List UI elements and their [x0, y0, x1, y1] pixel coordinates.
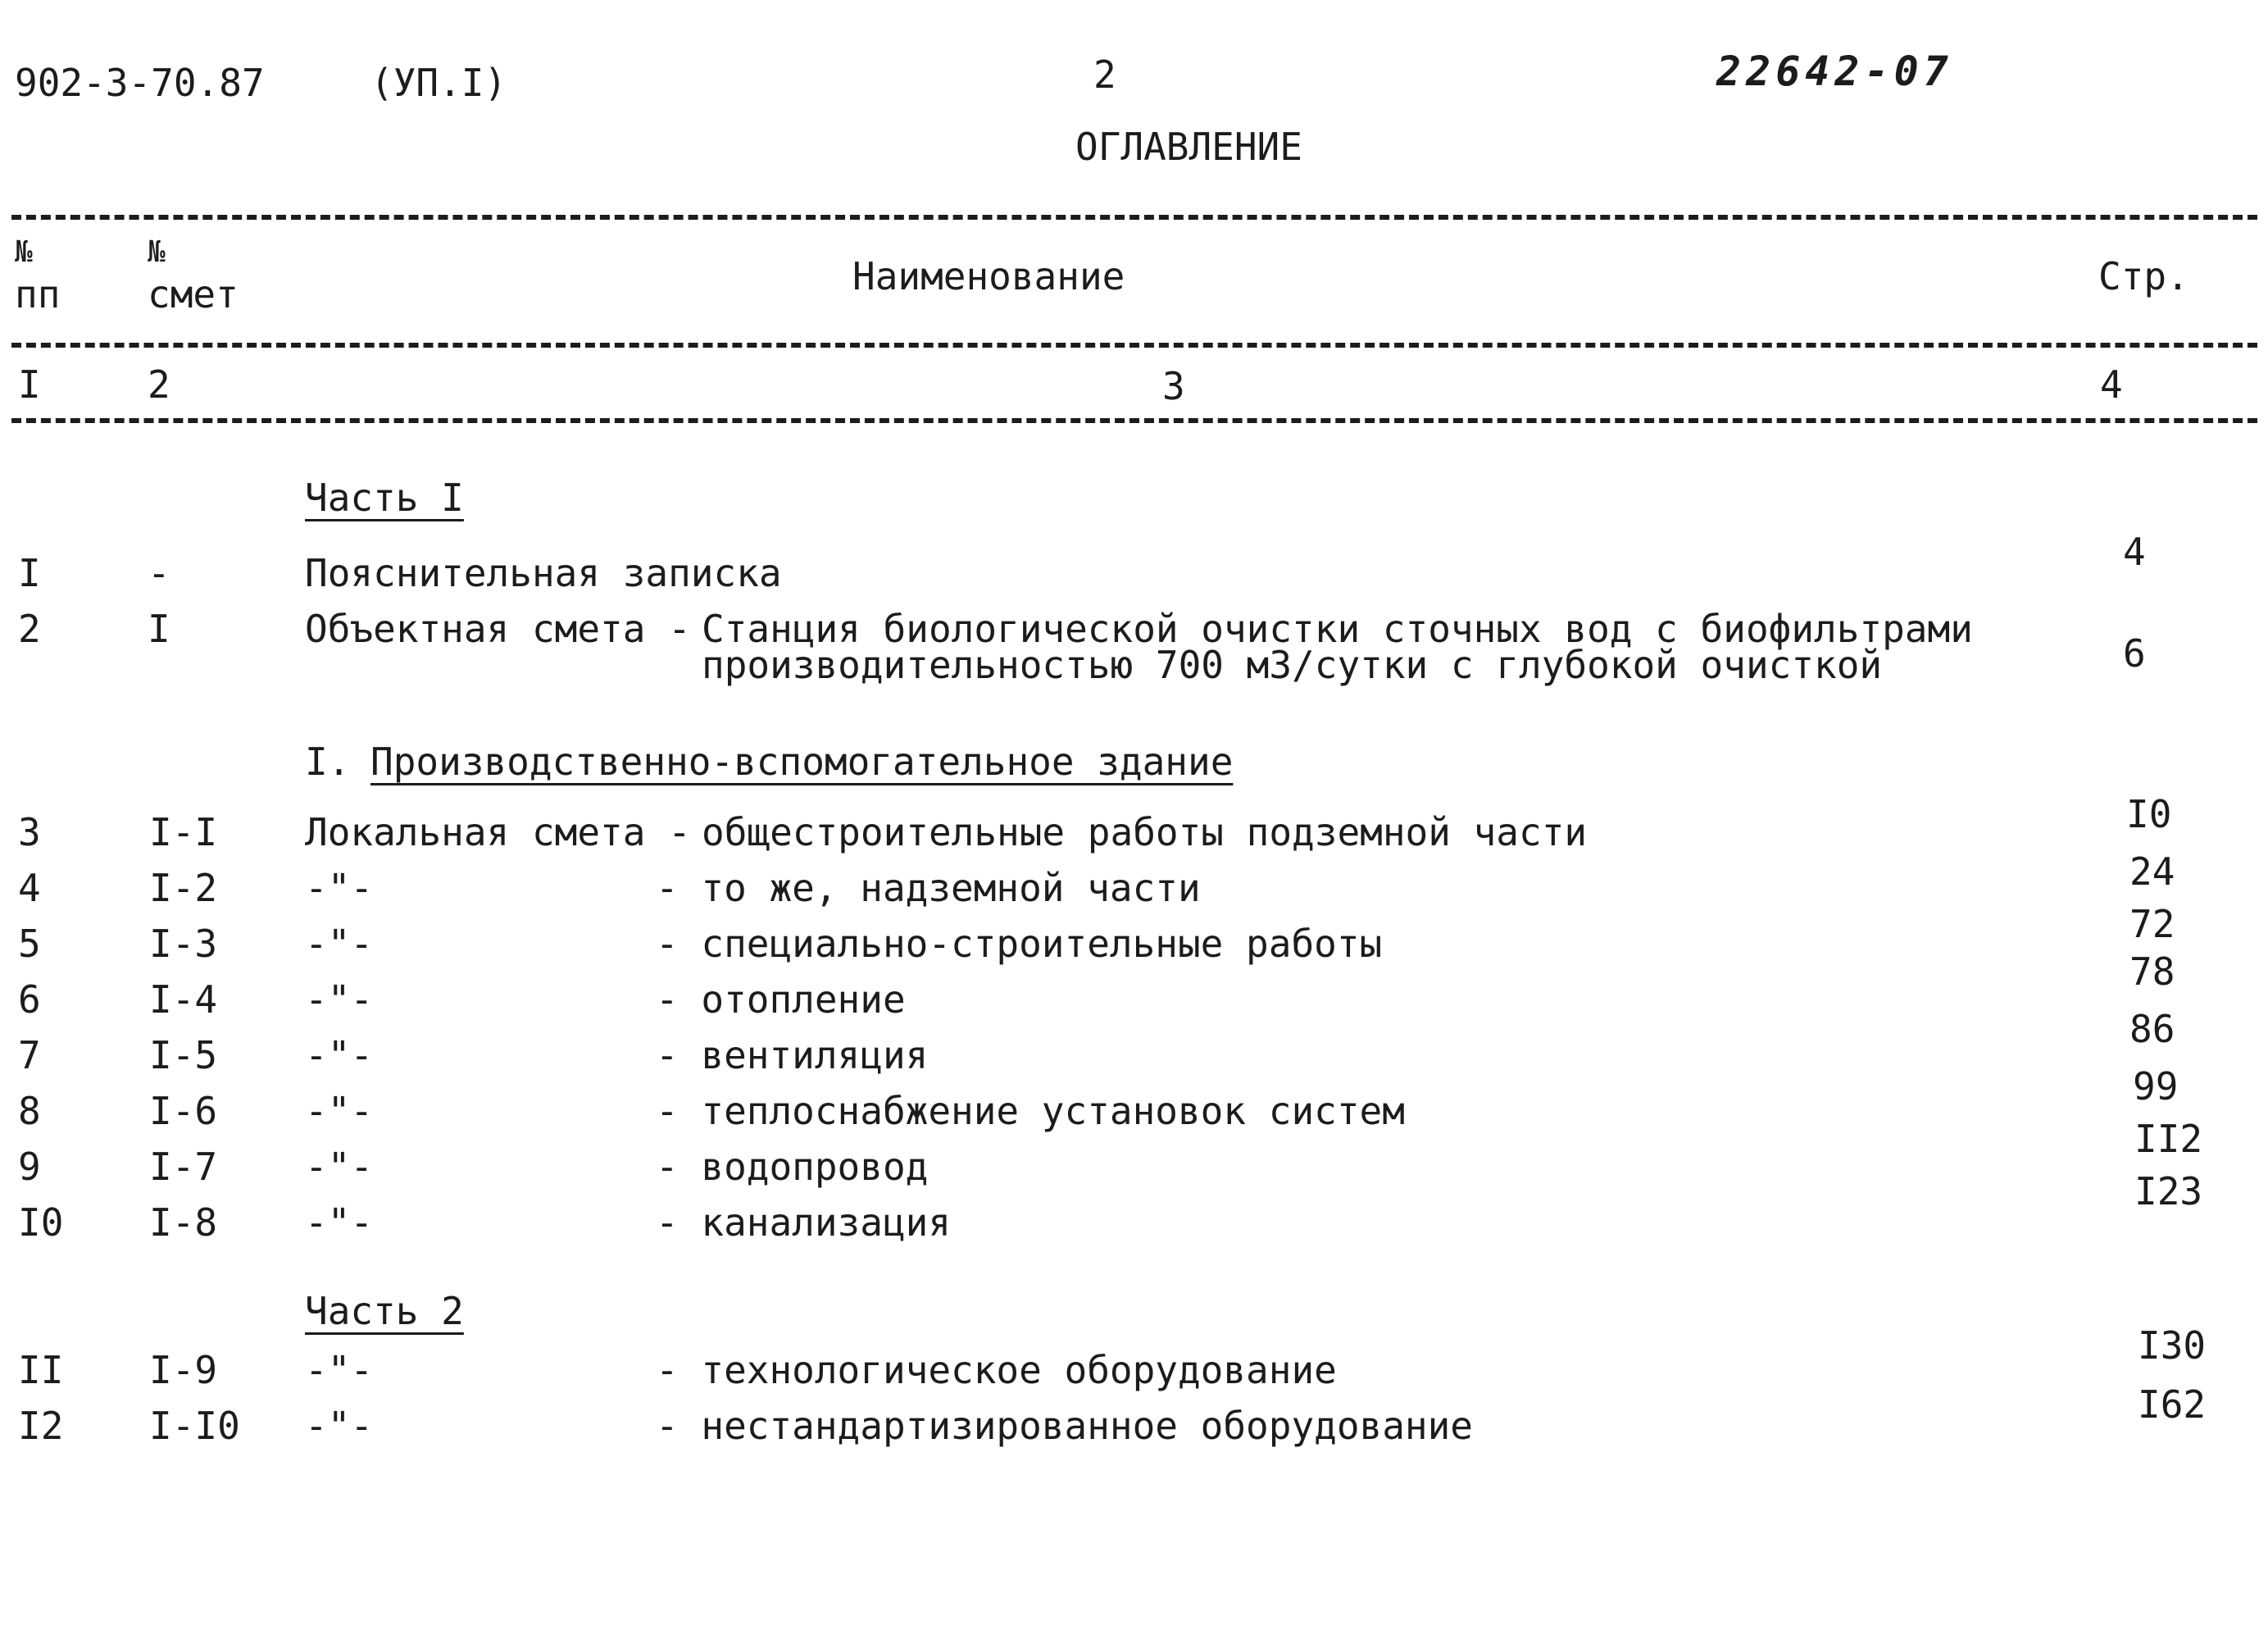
row-page: 6: [2123, 631, 2146, 676]
col-page-label: Стр.: [2098, 254, 2189, 298]
document-code: 902-3-70.87: [15, 61, 265, 105]
row-name: -"-: [305, 1200, 374, 1245]
row-page: 99: [2133, 1064, 2179, 1109]
row-name: -"-: [305, 1033, 374, 1077]
row-description: - водопровод: [656, 1145, 929, 1189]
row-number: I0: [18, 1200, 64, 1245]
row-number: 3: [18, 810, 41, 854]
section-part-2: Часть 2: [305, 1289, 464, 1333]
row-page: 4: [2123, 530, 2146, 574]
row-number: 9: [18, 1145, 41, 1189]
row-number: 4: [18, 866, 41, 910]
row-description: - специально-строительные работы: [656, 922, 1383, 966]
row-estimate: I-7: [149, 1145, 218, 1189]
row-estimate: I-3: [149, 922, 218, 966]
row-page: 86: [2129, 1007, 2175, 1051]
col-estimate-label: смет: [148, 272, 239, 316]
row-number: 6: [18, 977, 41, 1022]
row-page: I30: [2138, 1323, 2207, 1368]
row-description: - то же, надземной части: [656, 866, 1201, 910]
row-name: Пояснительная записка: [305, 551, 782, 595]
album-number: (УП.I): [370, 61, 507, 105]
row-description: - вентиляция: [656, 1033, 929, 1077]
row-estimate: I-I0: [149, 1404, 240, 1448]
row-estimate: I-4: [149, 977, 218, 1022]
row-description-continued: производительностью 700 м3/сутки с глубокой очисткой: [702, 643, 1883, 687]
row-page: I0: [2126, 792, 2172, 836]
row-estimate: I-8: [149, 1200, 218, 1245]
row-number: 7: [18, 1033, 41, 1077]
row-description: - канализация: [656, 1200, 952, 1245]
table-index-rule: [11, 418, 2257, 423]
handwritten-inventory-number: 22642-07: [1716, 48, 1953, 95]
row-name: Локальная смета -: [305, 810, 691, 854]
col-number-label: пп: [15, 272, 61, 316]
row-description: - нестандартизированное оборудование: [656, 1404, 1473, 1448]
row-name: -"-: [305, 1145, 374, 1189]
col-index-4: 4: [2100, 362, 2123, 407]
row-number: 5: [18, 922, 41, 966]
table-top-rule: [11, 215, 2257, 220]
col-name-label: Наименование: [852, 254, 1125, 298]
row-name: -"-: [305, 866, 374, 910]
row-name: -"-: [305, 977, 374, 1022]
row-estimate: I-6: [149, 1089, 218, 1133]
col-index-2: 2: [148, 362, 170, 407]
row-name: Объектная смета -: [305, 607, 691, 651]
row-estimate: I-2: [149, 866, 218, 910]
row-page: 78: [2129, 949, 2175, 994]
row-estimate: I-5: [149, 1033, 218, 1077]
row-number: I2: [18, 1404, 64, 1448]
row-number: I: [18, 551, 41, 595]
section-building: Производственно-вспомогательное здание: [370, 740, 1234, 784]
page-title: ОГЛАВЛЕНИЕ: [1075, 125, 1302, 169]
table-header-rule: [11, 343, 2257, 348]
row-name: -"-: [305, 1404, 374, 1448]
col-index-3: 3: [1162, 364, 1185, 408]
col-number-sign: №: [15, 235, 33, 269]
row-estimate: I-9: [149, 1348, 218, 1392]
row-description: общестроительные работы подземной части: [702, 810, 1588, 854]
row-description: - теплоснабжение установок систем: [656, 1089, 1405, 1133]
row-description: - технологическое оборудование: [656, 1348, 1337, 1392]
row-name: -"-: [305, 1089, 374, 1133]
row-number: II: [18, 1348, 64, 1392]
row-name: -"-: [305, 922, 374, 966]
row-number: 2: [18, 607, 41, 651]
row-name: -"-: [305, 1348, 374, 1392]
row-page: 24: [2129, 849, 2175, 894]
row-number: 8: [18, 1089, 41, 1133]
row-page: II2: [2134, 1117, 2203, 1161]
row-page: 72: [2129, 902, 2175, 946]
row-description: - отопление: [656, 977, 906, 1022]
row-page: I62: [2138, 1382, 2207, 1427]
page-number: 2: [1093, 52, 1116, 97]
section-part-1: Часть I: [305, 476, 464, 520]
col-estimate-sign: №: [148, 235, 166, 269]
section-number: I.: [305, 740, 351, 784]
row-estimate: I: [148, 607, 170, 651]
row-description: Станция биологической очистки сточных вод с биофильтрами: [702, 607, 1973, 651]
row-estimate: -: [148, 551, 170, 595]
col-index-1: I: [18, 362, 41, 407]
row-estimate: I-I: [149, 810, 218, 854]
row-page: I23: [2134, 1169, 2203, 1213]
